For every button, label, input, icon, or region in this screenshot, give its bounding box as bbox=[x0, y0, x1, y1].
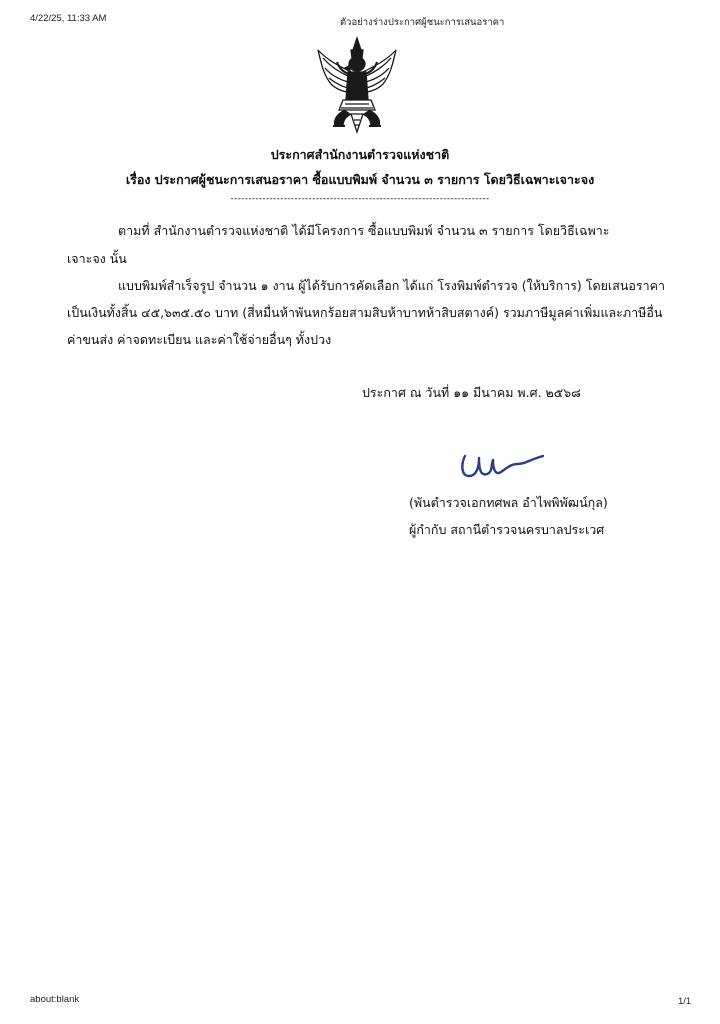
signatory-position: ผู้กำกับ สถานีตำรวจนครบาลประเวศ bbox=[409, 522, 605, 537]
document-heading: ประกาศสำนักงานตำรวจแห่งชาติ bbox=[270, 147, 450, 162]
garuda-emblem-icon bbox=[315, 36, 399, 134]
paragraph-2-line-1: แบบพิมพ์สำเร็จรูป จำนวน ๑ งาน ผู้ได้รับการคัดเลือก ได้แก่ โรงพิมพ์ตำรวจ (ให้บริการ) โดยเสนอราคา bbox=[118, 278, 666, 293]
print-url: about:blank bbox=[30, 994, 80, 1005]
print-page-count: 1/1 bbox=[678, 996, 692, 1007]
paragraph-1-line-2: เจาะจง นั้น bbox=[67, 251, 127, 266]
paragraph-2-line-2: เป็นเงินทั้งสิ้น ๔๕,๖๓๕.๕๐ บาท (สี่หมื่นห้าพันหกร้อยสามสิบห้าบาทห้าสิบสตางค์) รวมภาษีมูลค่าเพิ่มและภาษีอื่น bbox=[67, 305, 663, 320]
signature-image bbox=[455, 446, 550, 486]
announcement-date: ประกาศ ณ วันที่ ๑๑ มีนาคม พ.ศ. ๒๕๖๘ bbox=[362, 385, 581, 400]
document-subject: เรื่อง ประกาศผู้ชนะการเสนอราคา ซื้อแบบพิมพ์ จำนวน ๓ รายการ โดยวิธีเฉพาะเจาะจง bbox=[125, 172, 595, 187]
paragraph-1-line-1: ตามที่ สำนักงานตำรวจแห่งชาติ ได้มีโครงการ ซื้อแบบพิมพ์ จำนวน ๓ รายการ โดยวิธีเฉพาะ bbox=[118, 223, 610, 238]
heading-divider: ------------------------------------------------------------------------- bbox=[230, 194, 490, 204]
signatory-name: (พันตำรวจเอกทศพล อำไพพิพัฒน์กุล) bbox=[409, 495, 608, 510]
paragraph-2-line-3: ค่าขนส่ง ค่าจดทะเบียน และค่าใช้จ่ายอื่นๆ ทั้งปวง bbox=[67, 332, 332, 347]
print-datetime: 4/22/25, 11:33 AM bbox=[30, 13, 107, 24]
print-page-title: ตัวอย่างร่างประกาศผู้ชนะการเสนอราคา bbox=[340, 17, 505, 28]
